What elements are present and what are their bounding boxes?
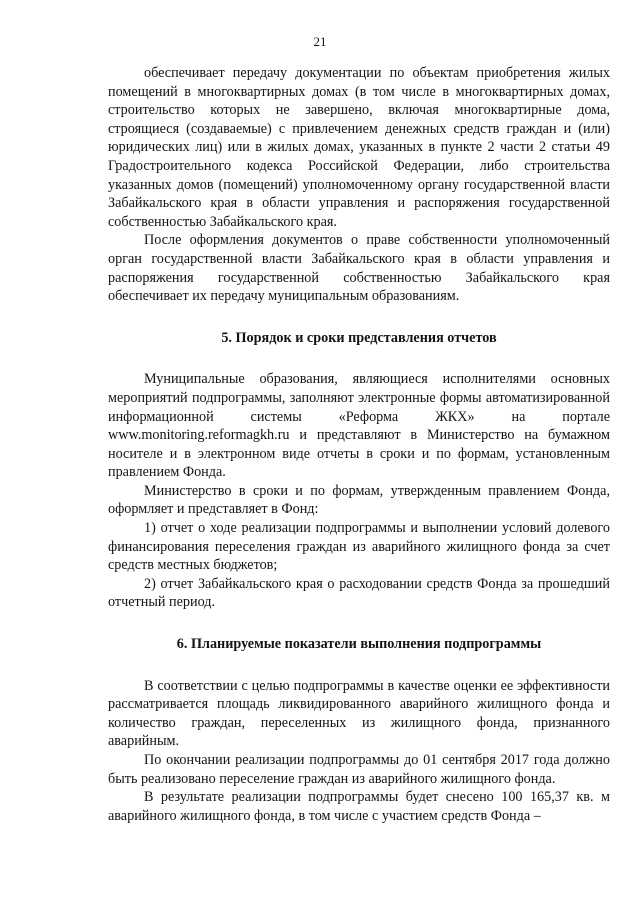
paragraph: В соответствии с целью подпрограммы в качестве оценки ее эффективности рассматривается площадь ликвидированного аварийного жилищного фонда и количество граждан, переселенных из жилищного фонда, признанного аварийным. <box>108 677 610 750</box>
page-number: 21 <box>313 34 327 49</box>
list-item: 2) отчет Забайкальского края о расходовании средств Фонда за прошедший отчетный период. <box>108 575 610 611</box>
section-heading-6: 6. Планируемые показатели выполнения подпрограммы <box>176 636 542 653</box>
paragraph: обеспечивает передачу документации по объектам приобретения жилых помещений в многоквартирных домах (в том числе в многоквартирных домах, строительство которых не завершено, включая многоквартирные дома, строящиеся (создаваемые) с привлечением денежных средств граждан и (или) юридических лиц) или в жилых домах, указанных в пункте 2 части 2 статьи 49 Градостроительного кодекса Российской Федерации, либо строительства указанных домов (помещений) уполномоченному органу государственной власти Забайкальского края в области управления и распоряжения государственной собственностью Забайкальского края. <box>108 65 610 230</box>
paragraph: В результате реализации подпрограммы будет снесено 100 165,37 кв. м аварийного жилищного фонда, в том числе с участием средств Фонда – <box>108 789 610 824</box>
paragraph: Муниципальные образования, являющиеся исполнителями основных мероприятий подпрограммы, заполняют электронные формы автоматизированной информационной системы «Реформа ЖКХ» на портале www.monitoring.reformagkh.ru и представляют в Министерство на бумажном носителе и в электронном виде отчеты в сроки и по формам, установленным правлением Фонда. <box>108 371 610 481</box>
list-item: 1) отчет о ходе реализации подпрограммы и выполнении условий долевого финансирования переселения граждан из аварийного жилищного фонда за счет средств местных бюджетов; <box>108 520 610 574</box>
paragraph: После оформления документов о праве собственности уполномоченный орган государственной власти Забайкальского края в области управления и распоряжения государственной собственностью Забайкальского края обеспечивает их передачу муниципальным образованиям. <box>108 232 610 305</box>
paragraph: Министерство в сроки и по формам, утвержденным правлением Фонда, оформляет и представляет в Фонд: <box>108 482 610 518</box>
section-heading-5: 5. Порядок и сроки представления отчетов <box>221 329 497 346</box>
paragraph: По окончании реализации подпрограммы до 01 сентября 2017 года должно быть реализовано переселение граждан из аварийного жилищного фонда. <box>108 752 610 787</box>
document-body <box>108 64 610 825</box>
